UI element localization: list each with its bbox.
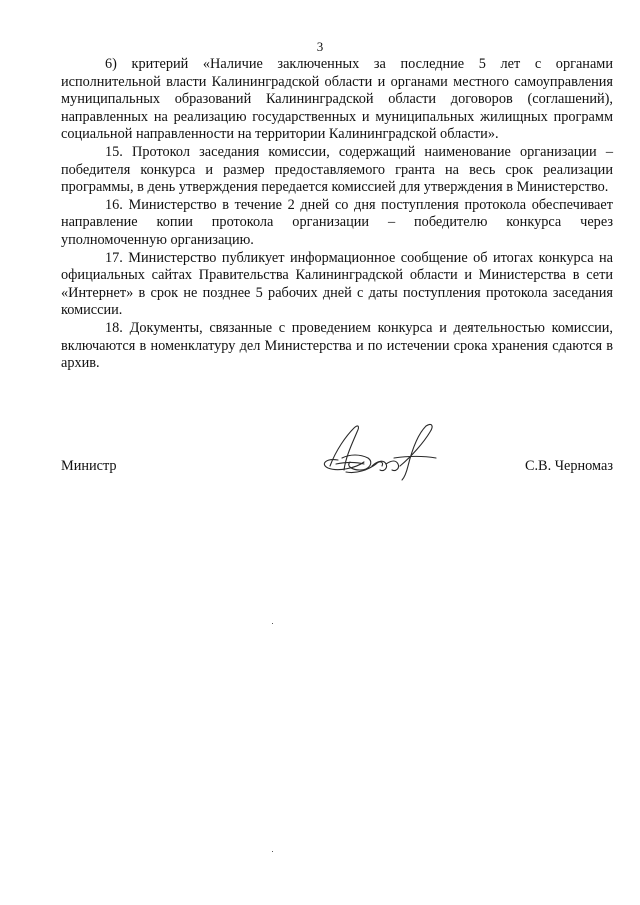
paragraph-criterion-6: 6) критерий «Наличие заключенных за последние 5 лет с органами исполнительной власти Калининградской области и органами местного самоуправления муниципальных образований Калининградской области договоров (соглашений), направленных на реализацию государственных и муниципальных жилищных программ социальной направленности на территории Калининградской области». — [61, 56, 613, 143]
paragraph-18: 18. Документы, связанные с проведением конкурса и деятельностью комиссии, включаются в номенклатуру дел Министерства и по истечении срока хранения сдаются в архив. — [61, 319, 613, 372]
paragraph-17: 17. Министерство публикует информационное сообщение об итогах конкурса на официальных сайтах Правительства Калининградской области и Министерства в сети «Интернет» в срок не позднее 5 рабочих дней с даты поступления протокола заседания комиссии. — [61, 249, 613, 319]
handwritten-signature — [316, 420, 446, 482]
signer-title: Министр — [61, 458, 117, 474]
paragraph-16: 16. Министерство в течение 2 дней со дня поступления протокола обеспечивает направление копии протокола организации – победителю конкурса через уполномоченную организацию. — [61, 196, 613, 248]
signer-name: С.В. Черномаз — [524, 458, 613, 474]
document-body — [61, 56, 613, 373]
page-number: 3 — [316, 39, 324, 54]
paragraph-15: 15. Протокол заседания комиссии, содержащий наименование организации – победителя конкурса и размер предоставляемого гранта на весь срок реализации программы, в день утверждения передается комиссией для утверждения в Министерство. — [61, 143, 613, 196]
scan-speck — [272, 851, 273, 852]
scan-speck — [272, 623, 273, 624]
signature-block — [61, 420, 613, 490]
